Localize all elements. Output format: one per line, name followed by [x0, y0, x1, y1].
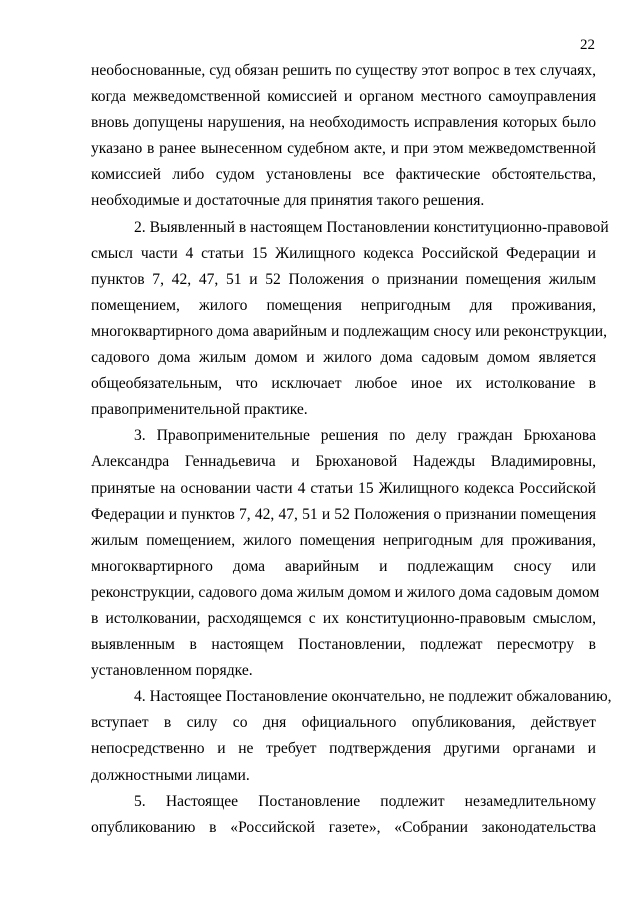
text-line: 5. Настоящее Постановление подлежит незамедлительному — [134, 792, 596, 810]
text-line: выявленным в настоящем Постановлении, подлежат пересмотру в — [91, 636, 596, 654]
page-number: 22 — [580, 37, 595, 53]
text-line: многоквартирного дома аварийным и подлежащим сносу или реконструкции, — [91, 322, 608, 340]
text-line: пунктов 7, 42, 47, 51 и 52 Положения о признании помещения жилым — [91, 270, 596, 288]
text-line: опубликованию в «Российской газете», «Собрании законодательства — [91, 818, 596, 836]
text-line: многоквартирного дома аварийным и подлежащим сносу или — [91, 557, 596, 575]
text-line: вновь допущены нарушения, на необходимость исправления которых было — [91, 114, 596, 132]
text-line: в истолковании, расходящемся с их конституционно-правовым смыслом, — [91, 609, 596, 627]
text-line: 2. Выявленный в настоящем Постановлении конституционно-правовой — [134, 218, 609, 236]
text-line: смысл части 4 статьи 15 Жилищного кодекса Российской Федерации и — [91, 244, 596, 262]
text-line: жилым помещением, жилого помещения непригодным для проживания, — [91, 531, 596, 549]
text-line: необоснованные, суд обязан решить по существу этот вопрос в тех случаях, — [91, 62, 596, 79]
text-line: принятые на основании части 4 статьи 15 Жилищного кодекса Российской — [91, 479, 596, 497]
text-line: помещением, жилого помещения непригодным для проживания, — [91, 296, 596, 314]
body-text — [91, 58, 612, 841]
text-line: когда межведомственной комиссией и органом местного самоуправления — [91, 88, 596, 106]
text-line: правоприменительной практике. — [91, 401, 308, 419]
text-line: 3. Правоприменительные решения по делу граждан Брюханова — [134, 427, 596, 445]
text-line: указано в ранее вынесенном судебном акте, и при этом межведомственной — [91, 140, 596, 158]
text-line: должностными лицами. — [91, 766, 250, 784]
text-line: 4. Настоящее Постановление окончательно, не подлежит обжалованию, — [134, 688, 612, 706]
text-line: реконструкции, садового дома жилым домом и жилого дома садовым домом — [91, 583, 600, 601]
text-line: садового дома жилым домом и жилого дома садовым домом является — [91, 349, 596, 367]
text-line: Федерации и пунктов 7, 42, 47, 51 и 52 Положения о признании помещения — [91, 505, 596, 523]
text-line: вступает в силу со дня официального опубликования, действует — [91, 714, 596, 732]
text-line: установленном порядке. — [91, 662, 253, 680]
text-line: непосредственно и не требует подтверждения другими органами и — [91, 740, 596, 758]
text-line: Александра Геннадьевича и Брюхановой Надежды Владимировны, — [91, 453, 596, 471]
text-line: необходимые и достаточные для принятия такого решения. — [91, 192, 485, 210]
text-line: общеобязательным, что исключает любое иное их истолкование в — [91, 375, 596, 393]
text-line: комиссией либо судом установлены все фактические обстоятельства, — [91, 166, 596, 184]
